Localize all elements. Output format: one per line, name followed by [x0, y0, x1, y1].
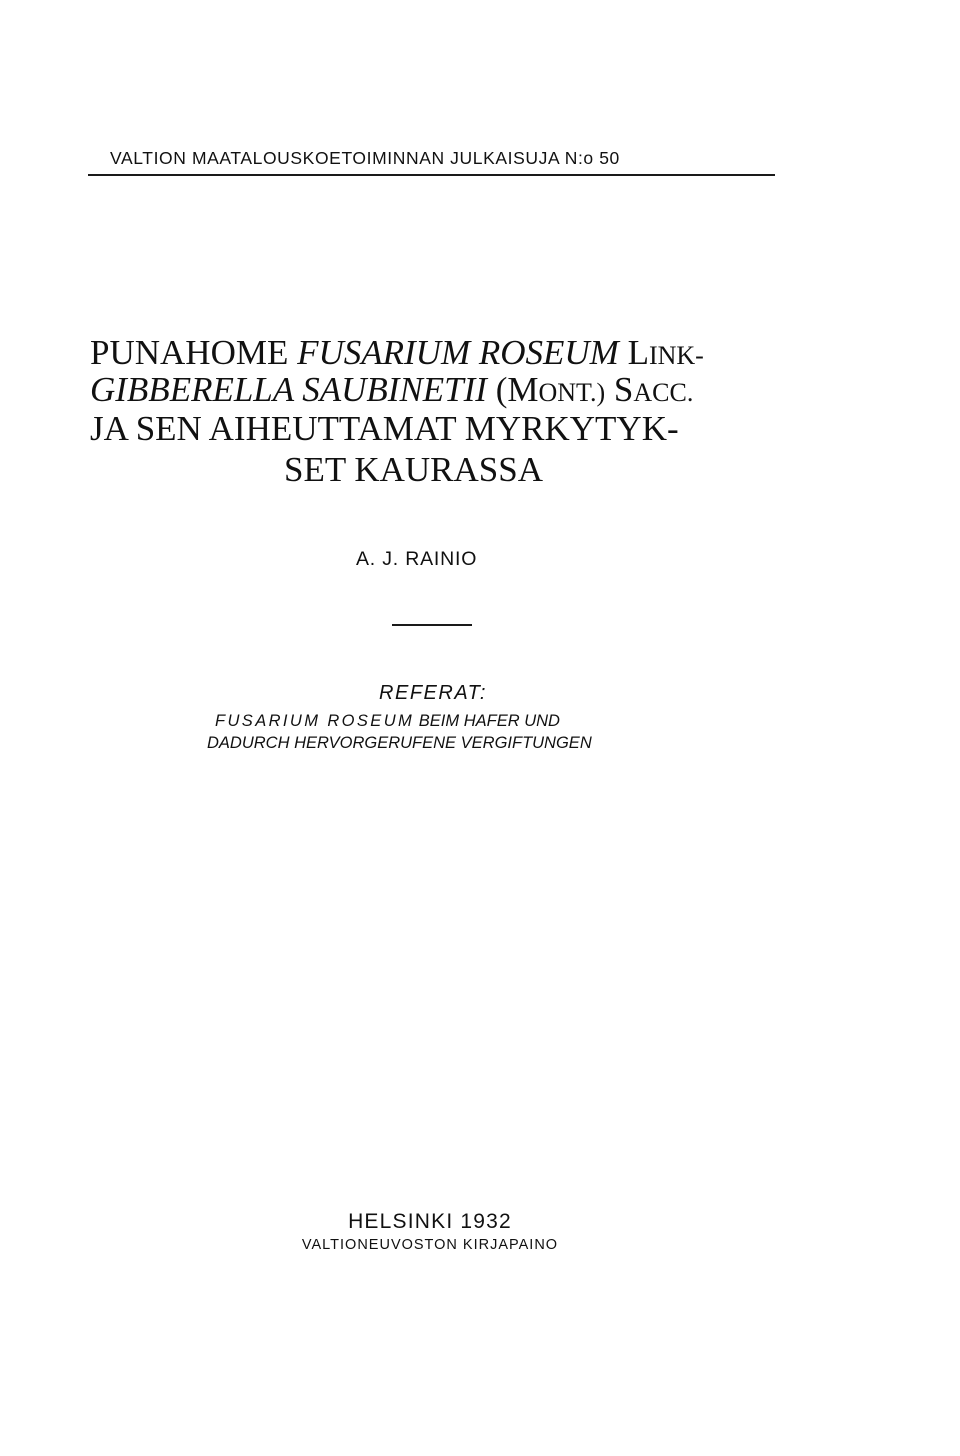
referat-line-1	[215, 712, 560, 731]
title-line-3: JA SEN AIHEUTTAMAT MYRKYTYK-	[90, 409, 679, 448]
imprint-place-year: HELSINKI 1932	[348, 1210, 512, 1233]
referat-line-1-rest: BEIM HAFER UND	[418, 712, 560, 730]
referat-heading: REFERAT:	[379, 682, 487, 704]
series-heading: VALTION MAATALOUSKOETOIMINNAN JULKAISUJA N:o 50	[110, 148, 620, 168]
referat-line-2: DADURCH HERVORGERUFENE VERGIFTUNGEN	[207, 734, 592, 752]
imprint-printer: VALTIONEUVOSTON KIRJAPAINO	[301, 1237, 559, 1253]
title-author-mont: (MONT.)	[495, 370, 606, 409]
title-line-2	[90, 372, 693, 407]
title-species-2: GIBBERELLA SAUBINETII	[90, 370, 487, 409]
title-line-4: SET KAURASSA	[284, 450, 543, 489]
title-word: PUNAHOME	[90, 333, 289, 372]
author-name: A. J. RAINIO	[356, 548, 478, 570]
referat-species: FUSARIUM ROSEUM	[215, 712, 415, 730]
title-author: LINK-	[627, 333, 704, 372]
title-species: FUSARIUM ROSEUM	[297, 333, 619, 372]
title-line-1	[90, 335, 704, 370]
header-divider	[88, 174, 775, 176]
section-divider	[392, 624, 472, 626]
title-author-sacc: SACC.	[613, 370, 694, 409]
